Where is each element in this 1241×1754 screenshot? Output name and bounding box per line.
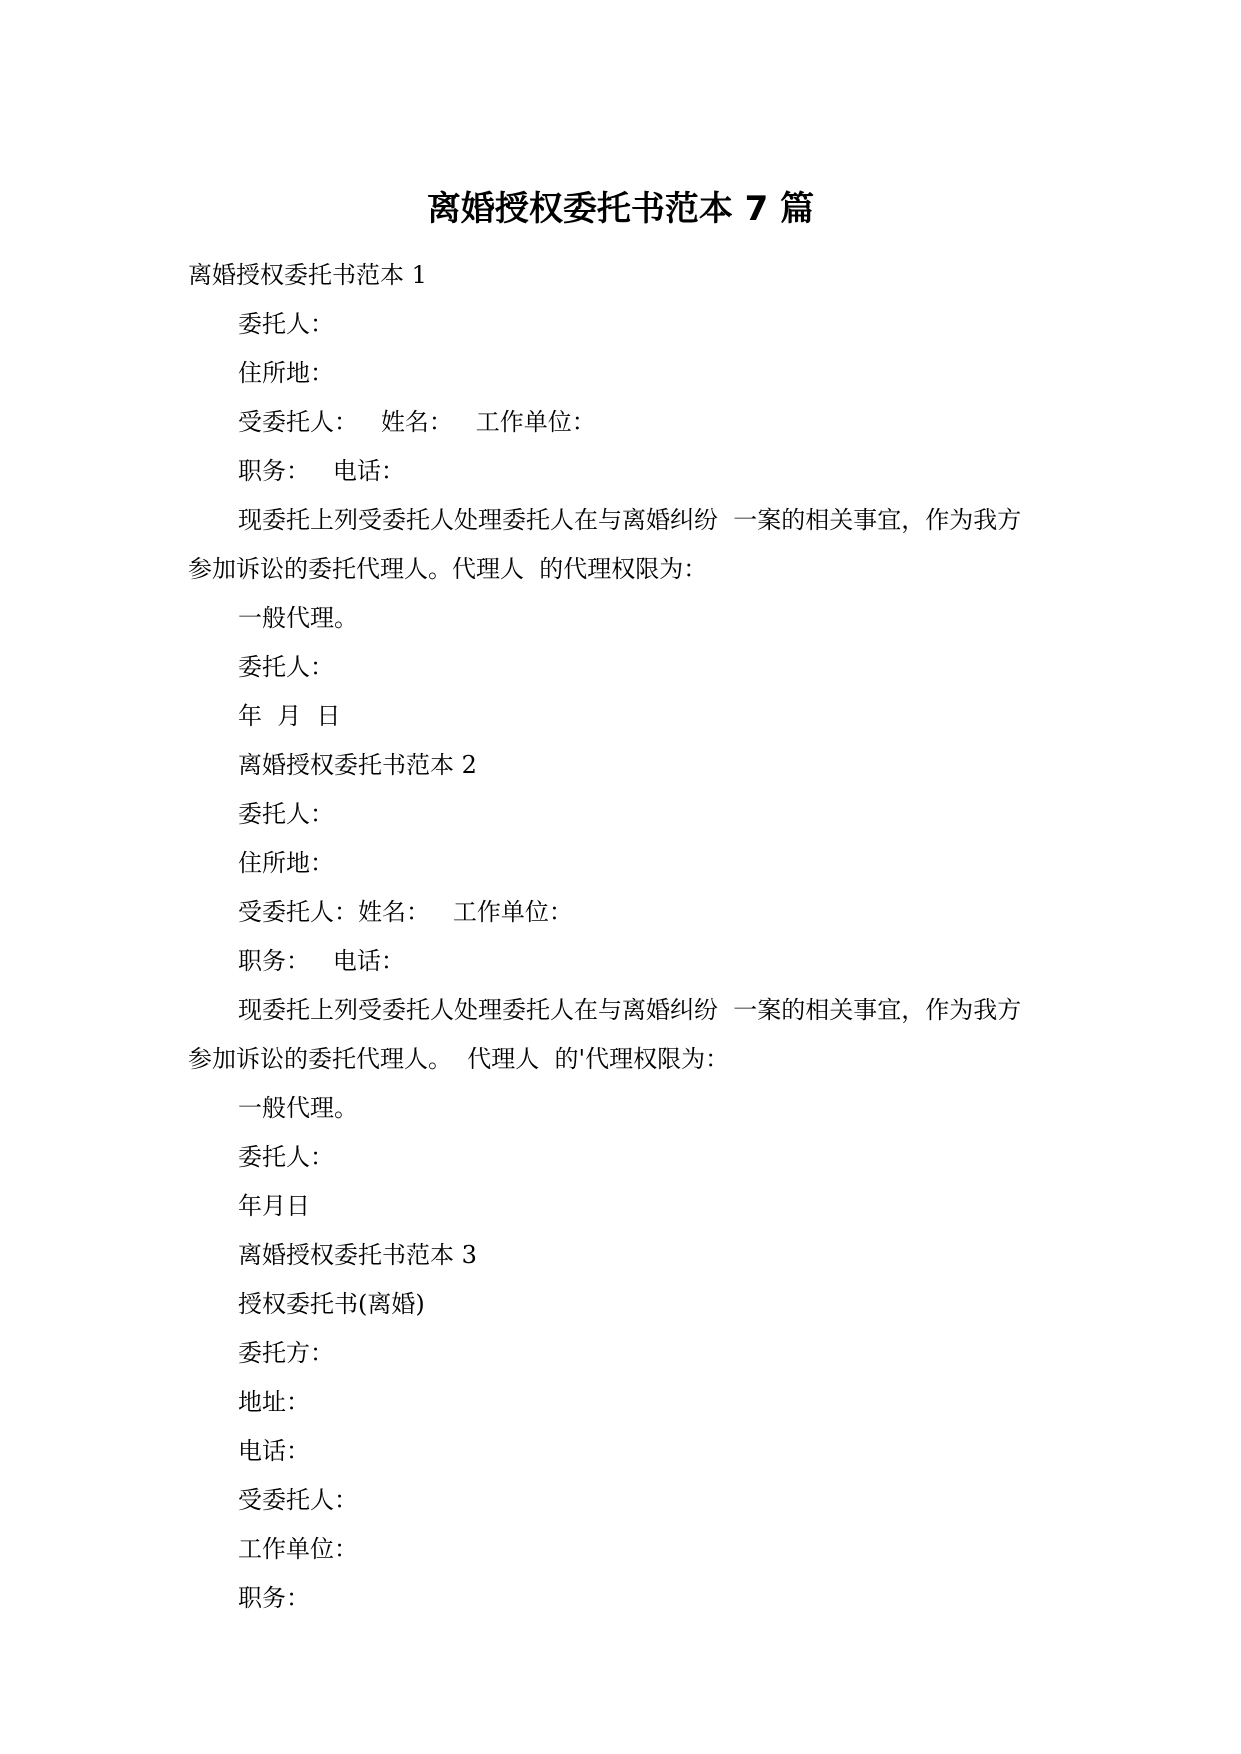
paragraph-line: 委托人： bbox=[238, 800, 334, 828]
paragraph-line: 地址： bbox=[238, 1388, 310, 1416]
paragraph-line: 年月日 bbox=[238, 1192, 310, 1220]
paragraph-line: 住所地： bbox=[238, 359, 334, 387]
paragraph-line: 委托人： bbox=[238, 653, 334, 681]
paragraph-line: 离婚授权委托书范本 2 bbox=[238, 751, 477, 779]
document-body bbox=[188, 251, 1058, 1623]
paragraph-line: 现委托上列受委托人处理委托人在与离婚纠纷 一案的相关事宜，作为我方 bbox=[238, 506, 1022, 534]
paragraph-line: 职务： bbox=[238, 1584, 310, 1612]
paragraph-line: 住所地： bbox=[238, 849, 334, 877]
paragraph-line: 委托人： bbox=[238, 310, 334, 338]
paragraph-line: 工作单位： bbox=[238, 1535, 358, 1563]
paragraph-line: 离婚授权委托书范本 3 bbox=[238, 1241, 477, 1269]
paragraph-line: 受委托人： bbox=[238, 1486, 358, 1514]
paragraph-line: 受委托人：姓名： 工作单位： bbox=[238, 898, 573, 926]
paragraph-line: 受委托人： 姓名： 工作单位： bbox=[238, 408, 596, 436]
paragraph-line: 离婚授权委托书范本 1 bbox=[188, 261, 427, 289]
paragraph-line: 年 月 日 bbox=[238, 702, 341, 730]
paragraph-line: 职务： 电话： bbox=[238, 457, 405, 485]
document-title: 离婚授权委托书范本 7 篇 bbox=[426, 189, 815, 229]
paragraph-line: 委托方： bbox=[238, 1339, 334, 1367]
paragraph-line: 参加诉讼的委托代理人。 代理人 的'代理权限为： bbox=[188, 1045, 730, 1073]
paragraph-line: 授权委托书(离婚) bbox=[238, 1290, 425, 1318]
paragraph-line: 一般代理。 bbox=[238, 604, 358, 632]
paragraph-line: 一般代理。 bbox=[238, 1094, 358, 1122]
paragraph-line: 现委托上列受委托人处理委托人在与离婚纠纷 一案的相关事宜，作为我方 bbox=[238, 996, 1022, 1024]
paragraph-line: 委托人： bbox=[238, 1143, 334, 1171]
paragraph-line: 参加诉讼的委托代理人。代理人 的代理权限为： bbox=[188, 555, 708, 583]
paragraph-line: 职务： 电话： bbox=[238, 947, 405, 975]
paragraph-line: 电话： bbox=[238, 1437, 310, 1465]
